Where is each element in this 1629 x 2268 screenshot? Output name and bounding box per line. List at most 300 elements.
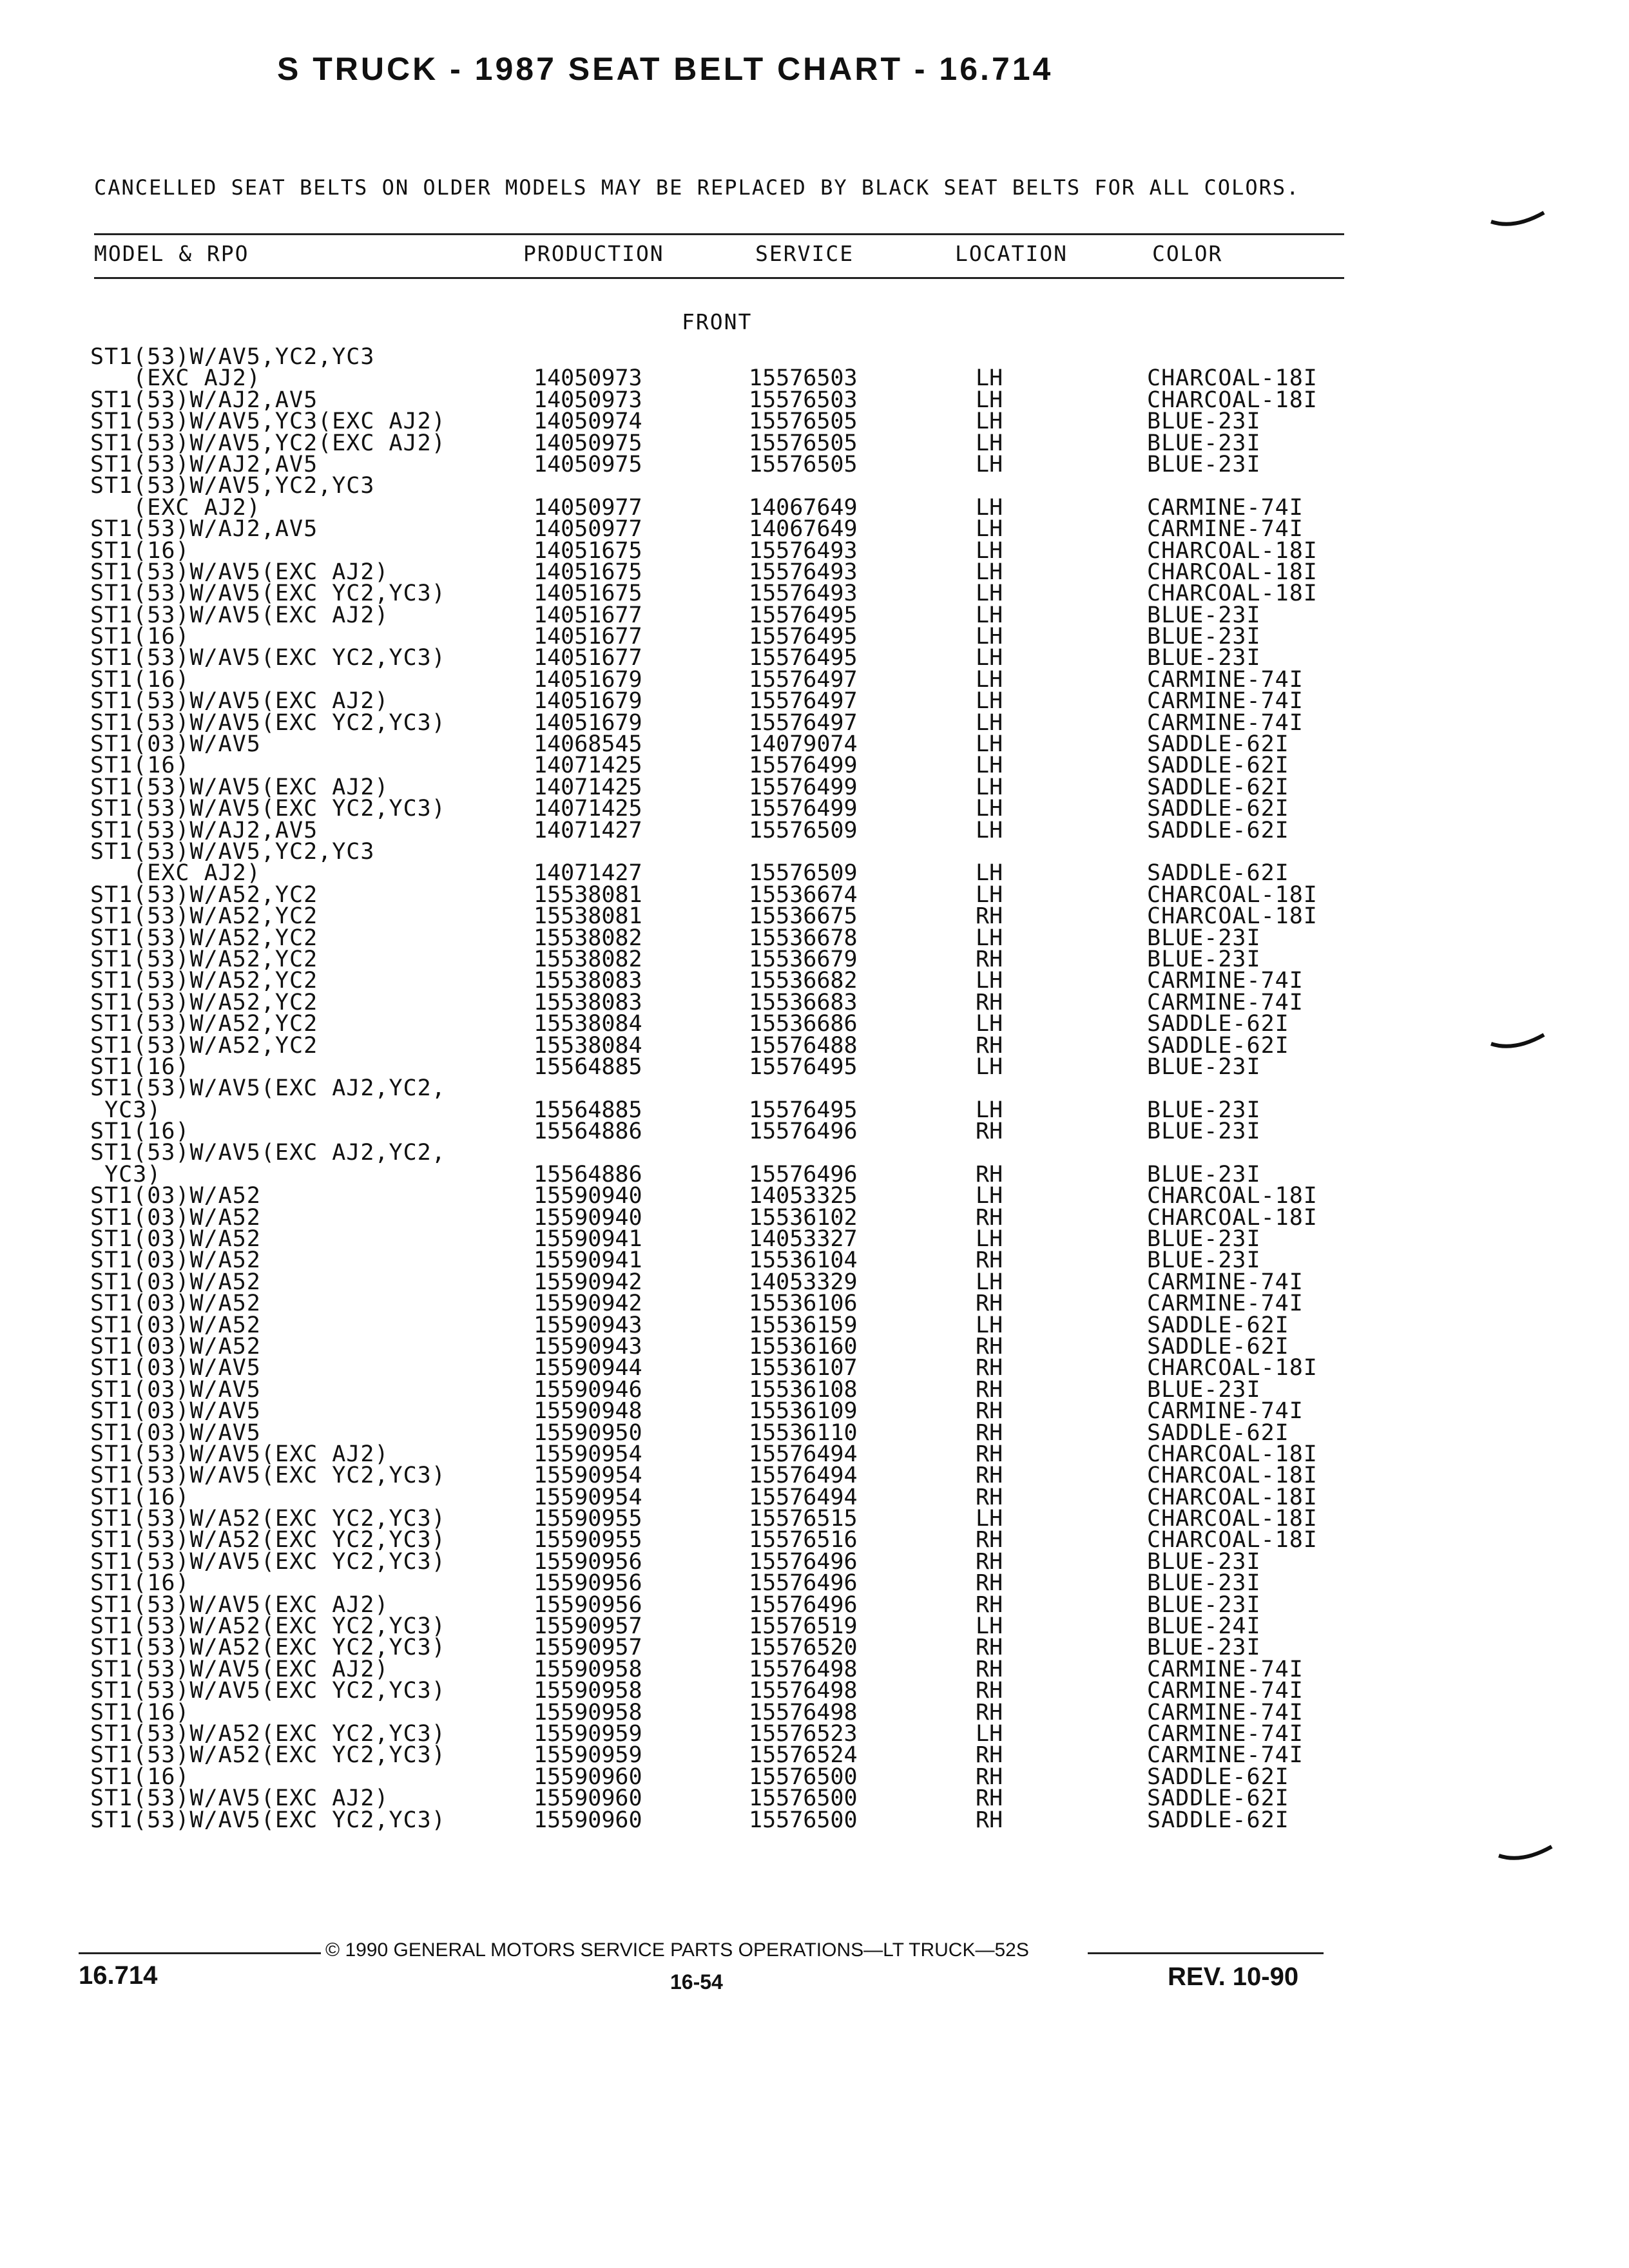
- color-cell: CHARCOAL-18I: [1147, 1204, 1318, 1231]
- color-cell: SADDLE-62I: [1147, 753, 1289, 779]
- service-part-cell: 15536107: [749, 1355, 858, 1381]
- location-cell: LH: [976, 860, 1003, 887]
- production-part-cell: 14051679: [534, 709, 642, 736]
- production-part-cell: 15590942: [534, 1269, 642, 1295]
- model-rpo-cell: ST1(53)W/A52,YC2: [90, 881, 318, 908]
- production-part-cell: 15538082: [534, 925, 642, 951]
- footer-rule-right: [1088, 1952, 1324, 1954]
- production-part-cell: 15590946: [534, 1376, 642, 1403]
- production-part-cell: 15590940: [534, 1204, 642, 1231]
- color-cell: CHARCOAL-18I: [1147, 1441, 1318, 1467]
- service-part-cell: 14067649: [749, 494, 858, 521]
- location-cell: RH: [976, 1419, 1003, 1446]
- model-rpo-cell: ST1(53)W/AV5(EXC AJ2): [90, 559, 389, 585]
- production-part-cell: 15590954: [534, 1441, 642, 1467]
- color-cell: CARMINE-74I: [1147, 1398, 1304, 1425]
- page-title: S TRUCK - 1987 SEAT BELT CHART - 16.714: [277, 51, 1054, 87]
- location-cell: RH: [976, 903, 1003, 930]
- model-rpo-cell: ST1(53)W/AJ2,AV5: [90, 387, 318, 413]
- color-cell: BLUE-23I: [1147, 408, 1261, 435]
- col-header-color: COLOR: [1152, 241, 1223, 266]
- model-rpo-cell: ST1(03)W/AV5: [90, 1398, 261, 1425]
- service-part-cell: 15576494: [749, 1484, 858, 1510]
- service-part-cell: 15576520: [749, 1635, 858, 1661]
- location-cell: LH: [976, 817, 1003, 843]
- production-part-cell: 14050974: [534, 408, 642, 435]
- service-part-cell: 14053325: [749, 1183, 858, 1209]
- model-rpo-cell: (EXC AJ2): [90, 365, 261, 392]
- model-rpo-cell: ST1(53)W/AV5(EXC AJ2,YC2,: [90, 1075, 446, 1102]
- color-cell: BLUE-23I: [1147, 1119, 1261, 1145]
- model-rpo-cell: ST1(53)W/AV5(EXC YC2,YC3): [90, 581, 446, 607]
- model-rpo-cell: ST1(03)W/A52: [90, 1226, 261, 1253]
- location-cell: RH: [976, 1548, 1003, 1575]
- production-part-cell: 15590943: [534, 1312, 642, 1338]
- model-rpo-cell: ST1(53)W/AV5,YC2,YC3: [90, 838, 375, 865]
- location-cell: RH: [976, 1355, 1003, 1381]
- color-cell: SADDLE-62I: [1147, 860, 1289, 887]
- table-row: [0, 581, 1629, 607]
- service-part-cell: 15536682: [749, 968, 858, 994]
- table-row: [0, 1269, 1629, 1295]
- location-cell: LH: [976, 774, 1003, 800]
- location-cell: LH: [976, 709, 1003, 736]
- table-row: [0, 1204, 1629, 1231]
- binder-tick-mark: [1489, 1030, 1547, 1055]
- model-rpo-cell: ST1(03)W/AV5: [90, 1355, 261, 1381]
- color-cell: BLUE-23I: [1147, 1570, 1261, 1597]
- table-row: [0, 666, 1629, 693]
- service-part-cell: 15576499: [749, 774, 858, 800]
- production-part-cell: 15538081: [534, 881, 642, 908]
- production-part-cell: 15590954: [534, 1463, 642, 1489]
- color-cell: CARMINE-74I: [1147, 1699, 1304, 1725]
- color-cell: SADDLE-62I: [1147, 1312, 1289, 1338]
- production-part-cell: 14050973: [534, 365, 642, 392]
- model-rpo-cell: ST1(53)W/AJ2,AV5: [90, 451, 318, 477]
- table-row: [0, 989, 1629, 1015]
- service-part-cell: 15576519: [749, 1613, 858, 1640]
- table-row: [0, 798, 1629, 820]
- model-rpo-cell: ST1(03)W/AV5: [90, 731, 261, 758]
- table-row: [0, 1097, 1629, 1123]
- table-row: [0, 838, 1629, 865]
- color-cell: BLUE-23I: [1147, 451, 1261, 477]
- color-cell: BLUE-23I: [1147, 1247, 1261, 1274]
- footer-section-number: 16.714: [79, 1961, 158, 1990]
- color-cell: CHARCOAL-18I: [1147, 559, 1318, 585]
- location-cell: LH: [976, 516, 1003, 543]
- location-cell: LH: [976, 451, 1003, 477]
- service-part-cell: 15576496: [749, 1119, 858, 1145]
- table-row: [0, 1763, 1629, 1790]
- model-rpo-cell: ST1(16): [90, 753, 190, 779]
- color-cell: CARMINE-74I: [1147, 1678, 1304, 1704]
- production-part-cell: 15590957: [534, 1635, 642, 1661]
- service-part-cell: 14053327: [749, 1226, 858, 1253]
- service-part-cell: 15576509: [749, 860, 858, 887]
- table-row: [0, 1785, 1629, 1812]
- location-cell: LH: [976, 494, 1003, 521]
- color-cell: SADDLE-62I: [1147, 1763, 1289, 1790]
- color-cell: SADDLE-62I: [1147, 1333, 1289, 1360]
- model-rpo-cell: ST1(16): [90, 537, 190, 564]
- location-cell: LH: [976, 1097, 1003, 1123]
- location-cell: RH: [976, 1570, 1003, 1597]
- color-cell: BLUE-23I: [1147, 1591, 1261, 1618]
- production-part-cell: 15590956: [534, 1570, 642, 1597]
- table-row: [0, 1333, 1629, 1360]
- model-rpo-cell: ST1(53)W/A52,YC2: [90, 925, 318, 951]
- table-row: [0, 1226, 1629, 1253]
- color-cell: CHARCOAL-18I: [1147, 581, 1318, 607]
- production-part-cell: 15590942: [534, 1291, 642, 1317]
- table-row: [0, 451, 1629, 477]
- production-part-cell: 14071425: [534, 796, 642, 822]
- model-rpo-cell: ST1(53)W/A52,YC2: [90, 1032, 318, 1059]
- color-cell: CHARCOAL-18I: [1147, 1506, 1318, 1532]
- model-rpo-cell: ST1(03)W/A52: [90, 1204, 261, 1231]
- service-part-cell: 15576498: [749, 1678, 858, 1704]
- color-cell: BLUE-23I: [1147, 1226, 1261, 1253]
- model-rpo-cell: ST1(53)W/AV5(EXC AJ2): [90, 602, 389, 628]
- location-cell: RH: [976, 1376, 1003, 1403]
- location-cell: LH: [976, 731, 1003, 758]
- model-rpo-cell: ST1(53)W/AV5(EXC YC2,YC3): [90, 1678, 446, 1704]
- model-rpo-cell: ST1(53)W/AV5(EXC YC2,YC3): [90, 1548, 446, 1575]
- table-row: [0, 753, 1629, 779]
- table-row: [0, 946, 1629, 972]
- location-cell: RH: [976, 1247, 1003, 1274]
- production-part-cell: 15590960: [534, 1785, 642, 1812]
- color-cell: CHARCOAL-18I: [1147, 365, 1318, 392]
- production-part-cell: 14051677: [534, 602, 642, 628]
- production-part-cell: 15590956: [534, 1591, 642, 1618]
- location-cell: LH: [976, 1226, 1003, 1253]
- col-header-location: LOCATION: [955, 241, 1068, 266]
- table-row: [0, 860, 1629, 887]
- table-row: [0, 1508, 1629, 1530]
- table-row: [0, 1183, 1629, 1209]
- location-cell: LH: [976, 1269, 1003, 1295]
- location-cell: LH: [976, 881, 1003, 908]
- production-part-cell: 15590957: [534, 1613, 642, 1640]
- model-rpo-cell: ST1(16): [90, 1699, 190, 1725]
- service-part-cell: 15576488: [749, 1032, 858, 1059]
- table-row: [0, 817, 1629, 843]
- service-part-cell: 15536108: [749, 1376, 858, 1403]
- color-cell: CHARCOAL-18I: [1147, 903, 1318, 930]
- production-part-cell: 15590959: [534, 1721, 642, 1747]
- table-row: [0, 1635, 1629, 1661]
- model-rpo-cell: ST1(53)W/A52,YC2: [90, 989, 318, 1015]
- production-part-cell: 15590941: [534, 1247, 642, 1274]
- production-part-cell: 14050975: [534, 451, 642, 477]
- model-rpo-cell: ST1(53)W/AJ2,AV5: [90, 516, 318, 543]
- model-rpo-cell: ST1(53)W/A52(EXC YC2,YC3): [90, 1527, 446, 1553]
- location-cell: LH: [976, 430, 1003, 456]
- location-cell: RH: [976, 989, 1003, 1015]
- service-part-cell: 15576498: [749, 1699, 858, 1725]
- color-cell: BLUE-23I: [1147, 925, 1261, 951]
- production-part-cell: 14051675: [534, 537, 642, 564]
- color-cell: CHARCOAL-18I: [1147, 1484, 1318, 1510]
- table-row: [0, 903, 1629, 930]
- production-part-cell: 15590941: [534, 1226, 642, 1253]
- table-row: [0, 1463, 1629, 1489]
- table-row: [0, 645, 1629, 671]
- model-rpo-cell: ST1(53)W/AV5(EXC AJ2): [90, 1591, 389, 1618]
- service-part-cell: 15576496: [749, 1591, 858, 1618]
- location-cell: RH: [976, 1742, 1003, 1769]
- location-cell: RH: [976, 1807, 1003, 1833]
- model-rpo-cell: ST1(53)W/A52(EXC YC2,YC3): [90, 1635, 446, 1661]
- location-cell: RH: [976, 1463, 1003, 1489]
- color-cell: CARMINE-74I: [1147, 666, 1304, 693]
- production-part-cell: 15590960: [534, 1807, 642, 1833]
- production-part-cell: 14051679: [534, 666, 642, 693]
- location-cell: LH: [976, 1053, 1003, 1080]
- model-rpo-cell: ST1(53)W/AV5(EXC AJ2,YC2,: [90, 1140, 446, 1166]
- color-cell: CARMINE-74I: [1147, 968, 1304, 994]
- color-cell: CARMINE-74I: [1147, 688, 1304, 715]
- model-rpo-cell: YC3): [90, 1097, 162, 1123]
- service-part-cell: 15536679: [749, 946, 858, 972]
- location-cell: LH: [976, 666, 1003, 693]
- binder-tick-mark: [1496, 1841, 1554, 1867]
- location-cell: RH: [976, 1032, 1003, 1059]
- table-row: [0, 602, 1629, 628]
- location-cell: LH: [976, 1183, 1003, 1209]
- location-cell: LH: [976, 1011, 1003, 1037]
- table-row: [0, 365, 1629, 392]
- production-part-cell: 15564886: [534, 1119, 642, 1145]
- location-cell: RH: [976, 1678, 1003, 1704]
- service-part-cell: 15576494: [749, 1463, 858, 1489]
- production-part-cell: 15590954: [534, 1484, 642, 1510]
- location-cell: RH: [976, 1699, 1003, 1725]
- service-part-cell: 15536160: [749, 1333, 858, 1360]
- table-row: [0, 1742, 1629, 1769]
- service-part-cell: 15576503: [749, 387, 858, 413]
- service-part-cell: 15576500: [749, 1763, 858, 1790]
- production-part-cell: 15590958: [534, 1699, 642, 1725]
- location-cell: RH: [976, 946, 1003, 972]
- service-part-cell: 15536102: [749, 1204, 858, 1231]
- section-heading: FRONT: [682, 309, 753, 334]
- service-part-cell: 15576495: [749, 602, 858, 628]
- location-cell: LH: [976, 796, 1003, 822]
- model-rpo-cell: ST1(53)W/AV5(EXC YC2,YC3): [90, 709, 446, 736]
- location-cell: RH: [976, 1291, 1003, 1317]
- color-cell: CARMINE-74I: [1147, 1656, 1304, 1682]
- location-cell: RH: [976, 1785, 1003, 1812]
- table-row: [0, 688, 1629, 715]
- production-part-cell: 15590955: [534, 1527, 642, 1553]
- table-row: [0, 1119, 1629, 1145]
- table-row: [0, 1699, 1629, 1725]
- model-rpo-cell: ST1(53)W/AV5(EXC AJ2): [90, 688, 389, 715]
- model-rpo-cell: ST1(53)W/AV5(EXC AJ2): [90, 774, 389, 800]
- color-cell: SADDLE-62I: [1147, 731, 1289, 758]
- service-part-cell: 15536686: [749, 1011, 858, 1037]
- color-cell: BLUE-23I: [1147, 430, 1261, 456]
- service-part-cell: 15576497: [749, 666, 858, 693]
- location-cell: RH: [976, 1333, 1003, 1360]
- header-rule-top: [94, 233, 1344, 235]
- model-rpo-cell: ST1(53)W/AJ2,AV5: [90, 817, 318, 843]
- table-row: [0, 1398, 1629, 1425]
- model-rpo-cell: ST1(03)W/AV5: [90, 1376, 261, 1403]
- production-part-cell: 14051675: [534, 581, 642, 607]
- table-row: [0, 473, 1629, 499]
- service-part-cell: 15576509: [749, 817, 858, 843]
- service-part-cell: 15536109: [749, 1398, 858, 1425]
- production-part-cell: 14071425: [534, 774, 642, 800]
- service-part-cell: 15536110: [749, 1419, 858, 1446]
- model-rpo-cell: ST1(16): [90, 1053, 190, 1080]
- service-part-cell: 15576500: [749, 1785, 858, 1812]
- model-rpo-cell: ST1(16): [90, 666, 190, 693]
- color-cell: BLUE-23I: [1147, 645, 1261, 671]
- service-part-cell: 15576499: [749, 753, 858, 779]
- production-part-cell: 14050973: [534, 387, 642, 413]
- production-part-cell: 15590944: [534, 1355, 642, 1381]
- service-part-cell: 15576495: [749, 645, 858, 671]
- col-header-service: SERVICE: [755, 241, 854, 266]
- color-cell: CHARCOAL-18I: [1147, 537, 1318, 564]
- location-cell: RH: [976, 1484, 1003, 1510]
- color-cell: CARMINE-74I: [1147, 1269, 1304, 1295]
- location-cell: RH: [976, 1635, 1003, 1661]
- model-rpo-cell: ST1(53)W/A52(EXC YC2,YC3): [90, 1506, 446, 1532]
- color-cell: BLUE-23I: [1147, 946, 1261, 972]
- service-part-cell: 15576498: [749, 1656, 858, 1682]
- service-part-cell: 15536159: [749, 1312, 858, 1338]
- model-rpo-cell: ST1(03)W/A52: [90, 1333, 261, 1360]
- service-part-cell: 15576495: [749, 1097, 858, 1123]
- color-cell: SADDLE-62I: [1147, 817, 1289, 843]
- production-part-cell: 14071427: [534, 817, 642, 843]
- service-part-cell: 15576496: [749, 1161, 858, 1187]
- color-cell: BLUE-23I: [1147, 1635, 1261, 1661]
- model-rpo-cell: ST1(53)W/AV5(EXC AJ2): [90, 1656, 389, 1682]
- table-row: [0, 626, 1629, 648]
- binder-tick-mark: [1489, 207, 1547, 233]
- production-part-cell: 14050977: [534, 516, 642, 543]
- header-rule-bottom: [94, 277, 1344, 279]
- model-rpo-cell: ST1(53)W/A52(EXC YC2,YC3): [90, 1742, 446, 1769]
- model-rpo-cell: ST1(53)W/A52(EXC YC2,YC3): [90, 1613, 446, 1640]
- production-part-cell: 15538083: [534, 989, 642, 1015]
- location-cell: LH: [976, 1312, 1003, 1338]
- color-cell: CHARCOAL-18I: [1147, 1527, 1318, 1553]
- service-part-cell: 15576500: [749, 1807, 858, 1833]
- service-part-cell: 15576497: [749, 688, 858, 715]
- location-cell: LH: [976, 365, 1003, 392]
- model-rpo-cell: ST1(53)W/A52,YC2: [90, 903, 318, 930]
- service-part-cell: 15536106: [749, 1291, 858, 1317]
- production-part-cell: 15590958: [534, 1678, 642, 1704]
- footer-page-number: 16-54: [670, 1970, 723, 1994]
- table-row: [0, 537, 1629, 564]
- table-row: [0, 559, 1629, 585]
- table-row: [0, 516, 1629, 543]
- table-row: [0, 1527, 1629, 1553]
- production-part-cell: 15538083: [534, 968, 642, 994]
- color-cell: CARMINE-74I: [1147, 1721, 1304, 1747]
- production-part-cell: 14051677: [534, 624, 642, 650]
- service-part-cell: 15576516: [749, 1527, 858, 1553]
- production-part-cell: 15590958: [534, 1656, 642, 1682]
- service-part-cell: 15576505: [749, 408, 858, 435]
- location-cell: LH: [976, 688, 1003, 715]
- location-cell: LH: [976, 624, 1003, 650]
- model-rpo-cell: ST1(53)W/AV5(EXC YC2,YC3): [90, 1463, 446, 1489]
- color-cell: CHARCOAL-18I: [1147, 387, 1318, 413]
- location-cell: LH: [976, 581, 1003, 607]
- model-rpo-cell: ST1(03)W/A52: [90, 1269, 261, 1295]
- service-part-cell: 15576515: [749, 1506, 858, 1532]
- table-row: [0, 1291, 1629, 1317]
- table-row: [0, 1011, 1629, 1037]
- location-cell: RH: [976, 1527, 1003, 1553]
- production-part-cell: 15538084: [534, 1011, 642, 1037]
- model-rpo-cell: ST1(03)W/AV5: [90, 1419, 261, 1446]
- location-cell: LH: [976, 387, 1003, 413]
- service-part-cell: 15576493: [749, 537, 858, 564]
- service-part-cell: 15576524: [749, 1742, 858, 1769]
- table-row: [0, 925, 1629, 951]
- production-part-cell: 15590943: [534, 1333, 642, 1360]
- location-cell: LH: [976, 602, 1003, 628]
- production-part-cell: 15590960: [534, 1763, 642, 1790]
- col-header-production: PRODUCTION: [523, 241, 664, 266]
- production-part-cell: 14071425: [534, 753, 642, 779]
- table-row: [0, 408, 1629, 435]
- production-part-cell: 14050977: [534, 494, 642, 521]
- model-rpo-cell: ST1(03)W/A52: [90, 1312, 261, 1338]
- table-row: [0, 1680, 1629, 1702]
- color-cell: CARMINE-74I: [1147, 516, 1304, 543]
- color-cell: SADDLE-62I: [1147, 1807, 1289, 1833]
- table-row: [0, 1721, 1629, 1747]
- production-part-cell: 15538084: [534, 1032, 642, 1059]
- table-row: [0, 1656, 1629, 1682]
- color-cell: SADDLE-62I: [1147, 1032, 1289, 1059]
- col-header-model: MODEL & RPO: [94, 241, 249, 266]
- production-part-cell: 15590956: [534, 1548, 642, 1575]
- production-part-cell: 15538082: [534, 946, 642, 972]
- table-row: [0, 1807, 1629, 1833]
- color-cell: BLUE-23I: [1147, 1548, 1261, 1575]
- color-cell: CARMINE-74I: [1147, 1291, 1304, 1317]
- service-part-cell: 14067649: [749, 516, 858, 543]
- color-cell: BLUE-23I: [1147, 602, 1261, 628]
- service-part-cell: 15576503: [749, 365, 858, 392]
- location-cell: RH: [976, 1763, 1003, 1790]
- model-rpo-cell: ST1(16): [90, 1763, 190, 1790]
- model-rpo-cell: ST1(53)W/AV5,YC2(EXC AJ2): [90, 430, 446, 456]
- service-part-cell: 15576499: [749, 796, 858, 822]
- model-rpo-cell: (EXC AJ2): [90, 860, 261, 887]
- location-cell: LH: [976, 645, 1003, 671]
- model-rpo-cell: ST1(53)W/AV5,YC2,YC3: [90, 344, 375, 370]
- table-row: [0, 1247, 1629, 1274]
- production-part-cell: 14071427: [534, 860, 642, 887]
- location-cell: RH: [976, 1441, 1003, 1467]
- service-part-cell: 14053329: [749, 1269, 858, 1295]
